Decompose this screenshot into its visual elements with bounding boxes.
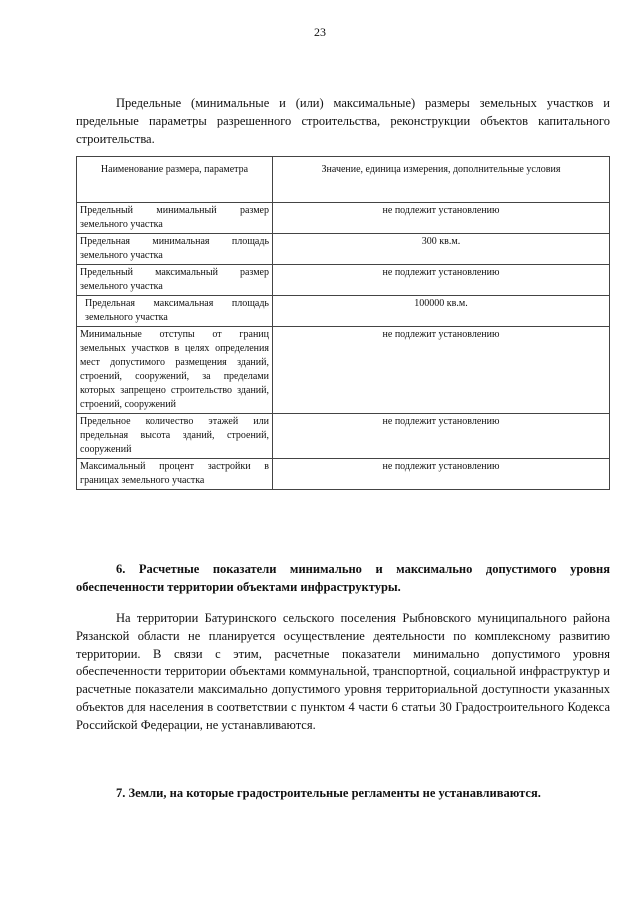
table-header-name: Наименование размера, параметра — [77, 157, 273, 203]
row-value: не подлежит установлению — [273, 414, 610, 459]
table-header-row — [77, 157, 610, 203]
table-row — [77, 414, 610, 459]
table-row — [77, 265, 610, 296]
table-row — [77, 459, 610, 490]
row-name: Предельная минимальная площадь земельного участка — [77, 234, 273, 265]
section-6-body: На территории Батуринского сельского поселения Рыбновского муниципального района Рязанской области не планируется осуществление деятельности по комплексному развитию территории. В связи с этим, расчетные показатели минимально допустимого уровня обеспеченности территории объектами коммунальной, транспортной, социальной инфраструктур и расчетные показатели максимально допустимого уровня территориальной доступности указанных объектов для населения в соответствии с пунктом 4 части 6 статьи 30 Градостроительного Кодекса Российской Федерации, не устанавливаются. — [76, 611, 610, 732]
parameters-table — [76, 156, 610, 490]
row-value: 100000 кв.м. — [273, 296, 610, 327]
row-name: Предельный минимальный размер земельного участка — [77, 203, 273, 234]
intro-paragraph: Предельные (минимальные и (или) максимальные) размеры земельных участков и предельные параметры разрешенного строительства, реконструкции объектов капитального строительства. — [76, 96, 610, 146]
page-number: 23 — [314, 25, 326, 39]
table-row — [77, 327, 610, 414]
row-value: не подлежит установлению — [273, 203, 610, 234]
row-value: 300 кв.м. — [273, 234, 610, 265]
table-row — [77, 203, 610, 234]
row-name: Предельное количество этажей или предельная высота зданий, строений, сооружений — [77, 414, 273, 459]
row-name: Максимальный процент застройки в границах земельного участка — [77, 459, 273, 490]
row-value: не подлежит установлению — [273, 327, 610, 414]
row-name: Минимальные отступы от границ земельных участков в целях определения мест допустимого размещения зданий, строений, сооружений, за пределами которых запрещено строительство зданий, строений, сооружений — [77, 327, 273, 414]
row-value: не подлежит установлению — [273, 459, 610, 490]
section-6-heading: 6. Расчетные показатели минимально и максимально допустимого уровня обеспеченности территории объектами инфраструктуры. — [76, 562, 610, 594]
table-row — [77, 234, 610, 265]
row-value: не подлежит установлению — [273, 265, 610, 296]
row-name: Предельный максимальный размер земельного участка — [77, 265, 273, 296]
row-name: Предельная максимальная площадь земельного участка — [77, 296, 273, 327]
table-row — [77, 296, 610, 327]
table-header-value: Значение, единица измерения, дополнительные условия — [273, 157, 610, 203]
section-7-heading: 7. Земли, на которые градостроительные регламенты не устанавливаются. — [116, 786, 541, 800]
